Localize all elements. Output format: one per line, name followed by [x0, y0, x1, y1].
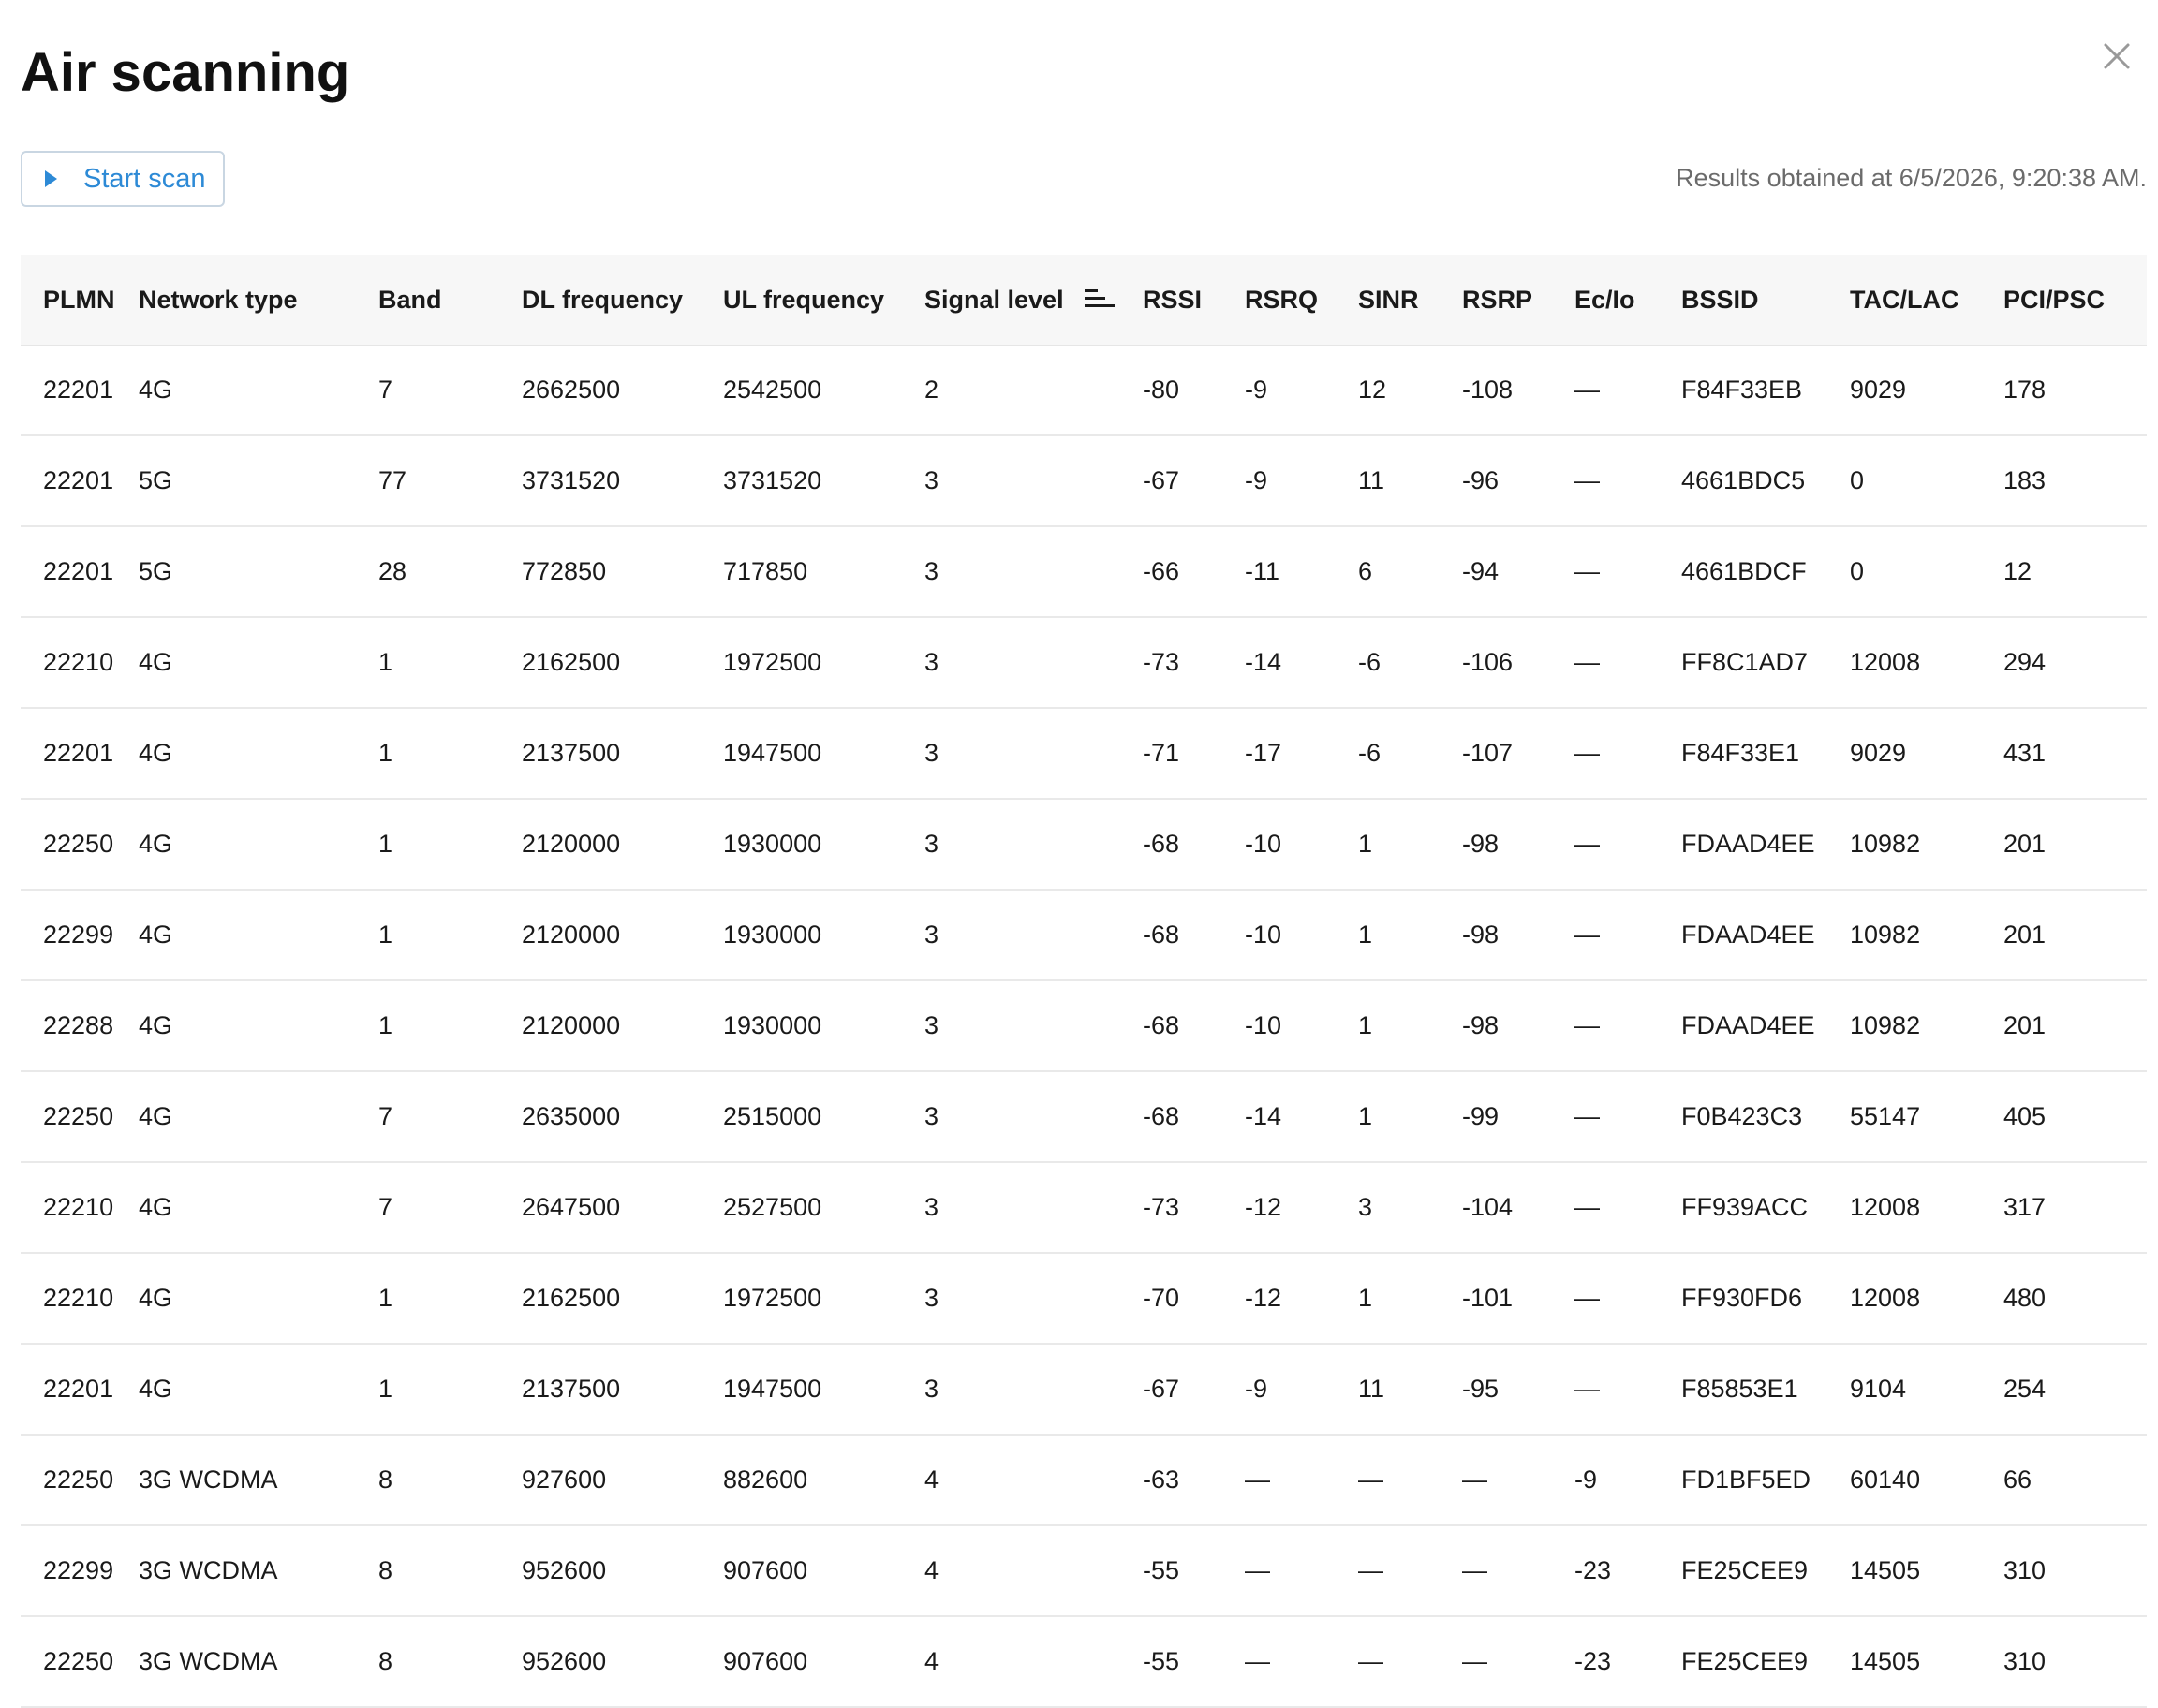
cell-plmn: 22210 [21, 1162, 116, 1253]
cell-signal-level: 3 [902, 526, 1120, 617]
cell-ec-io: -23 [1552, 1616, 1659, 1707]
cell-rsrq: — [1222, 1616, 1336, 1707]
column-header-rsrp[interactable]: RSRP [1440, 255, 1552, 346]
cell-band: 28 [356, 526, 499, 617]
cell-dl-frequency: 2120000 [499, 799, 701, 890]
cell-tac-lac: 12008 [1827, 1162, 1981, 1253]
cell-signal-level: 3 [902, 799, 1120, 890]
cell-bssid: FE25CEE9 [1659, 1616, 1827, 1707]
cell-bssid: 4661BDCF [1659, 526, 1827, 617]
cell-ul-frequency: 717850 [701, 526, 902, 617]
cell-signal-level: 3 [902, 980, 1120, 1071]
cell-signal-level: 3 [902, 1253, 1120, 1344]
cell-pci-psc: 201 [1981, 799, 2147, 890]
cell-tac-lac: 10982 [1827, 799, 1981, 890]
cell-ul-frequency: 1972500 [701, 1253, 902, 1344]
cell-dl-frequency: 2162500 [499, 1253, 701, 1344]
cell-rssi: -68 [1120, 890, 1222, 980]
cell-rssi: -67 [1120, 1344, 1222, 1435]
column-header-dl-frequency[interactable]: DL frequency [499, 255, 701, 346]
table-row[interactable] [21, 1616, 2147, 1707]
cell-rsrq: -17 [1222, 708, 1336, 799]
cell-ec-io: — [1552, 435, 1659, 526]
cell-plmn: 22299 [21, 1525, 116, 1616]
cell-tac-lac: 55147 [1827, 1071, 1981, 1162]
column-header-sinr[interactable]: SINR [1336, 255, 1440, 346]
cell-pci-psc: 254 [1981, 1344, 2147, 1435]
cell-bssid: 4661BDC5 [1659, 435, 1827, 526]
cell-rsrp: -101 [1440, 1253, 1552, 1344]
cell-rsrq: -9 [1222, 1344, 1336, 1435]
cell-sinr: 11 [1336, 1344, 1440, 1435]
cell-tac-lac: 9104 [1827, 1344, 1981, 1435]
cell-band: 7 [356, 346, 499, 436]
cell-plmn: 22250 [21, 1435, 116, 1525]
cell-dl-frequency: 952600 [499, 1616, 701, 1707]
cell-sinr: -6 [1336, 617, 1440, 708]
cell-network-type: 4G [116, 799, 356, 890]
cell-bssid: F84F33E1 [1659, 708, 1827, 799]
cell-network-type: 3G WCDMA [116, 1616, 356, 1707]
cell-sinr: -6 [1336, 708, 1440, 799]
column-header-ul-frequency[interactable]: UL frequency [701, 255, 902, 346]
cell-band: 1 [356, 980, 499, 1071]
cell-rssi: -80 [1120, 346, 1222, 436]
cell-ul-frequency: 1930000 [701, 890, 902, 980]
cell-sinr: — [1336, 1525, 1440, 1616]
table-row[interactable] [21, 980, 2147, 1071]
cell-tac-lac: 14505 [1827, 1525, 1981, 1616]
cell-dl-frequency: 952600 [499, 1525, 701, 1616]
cell-band: 1 [356, 799, 499, 890]
cell-rsrq: — [1222, 1435, 1336, 1525]
toolbar [21, 151, 2147, 209]
cell-dl-frequency: 2137500 [499, 1344, 701, 1435]
cell-tac-lac: 12008 [1827, 1253, 1981, 1344]
cell-rssi: -55 [1120, 1525, 1222, 1616]
column-header-plmn[interactable]: PLMN [21, 255, 116, 346]
table-row[interactable] [21, 1071, 2147, 1162]
cell-signal-level: 4 [902, 1616, 1120, 1707]
table-row[interactable] [21, 1525, 2147, 1616]
cell-pci-psc: 317 [1981, 1162, 2147, 1253]
cell-ec-io: — [1552, 1162, 1659, 1253]
cell-rsrq: -14 [1222, 617, 1336, 708]
cell-network-type: 4G [116, 1344, 356, 1435]
cell-ul-frequency: 907600 [701, 1525, 902, 1616]
cell-pci-psc: 183 [1981, 435, 2147, 526]
cell-network-type: 4G [116, 1253, 356, 1344]
cell-band: 1 [356, 617, 499, 708]
cell-bssid: FDAAD4EE [1659, 980, 1827, 1071]
cell-rsrq: -10 [1222, 890, 1336, 980]
cell-sinr: 1 [1336, 890, 1440, 980]
column-header-ec-io[interactable]: Ec/Io [1552, 255, 1659, 346]
cell-rsrq: -12 [1222, 1253, 1336, 1344]
cell-rsrp: -98 [1440, 980, 1552, 1071]
cell-band: 7 [356, 1162, 499, 1253]
cell-rsrq: -10 [1222, 799, 1336, 890]
cell-ec-io: — [1552, 1253, 1659, 1344]
cell-network-type: 3G WCDMA [116, 1525, 356, 1616]
cell-ul-frequency: 1930000 [701, 799, 902, 890]
cell-network-type: 4G [116, 617, 356, 708]
cell-signal-level: 2 [902, 346, 1120, 436]
cell-rsrq: -10 [1222, 980, 1336, 1071]
cell-sinr: 1 [1336, 1253, 1440, 1344]
table-row[interactable] [21, 799, 2147, 890]
cell-signal-level: 3 [902, 617, 1120, 708]
cell-network-type: 4G [116, 890, 356, 980]
cell-sinr: 1 [1336, 1071, 1440, 1162]
column-header-signal-level[interactable] [902, 255, 1120, 346]
cell-ul-frequency: 907600 [701, 1616, 902, 1707]
dialog-title: Air scanning [21, 42, 350, 103]
table-row[interactable] [21, 708, 2147, 799]
table-row[interactable] [21, 1253, 2147, 1344]
cell-dl-frequency: 927600 [499, 1435, 701, 1525]
cell-signal-level: 3 [902, 1162, 1120, 1253]
cell-ul-frequency: 1972500 [701, 617, 902, 708]
cell-rsrp: — [1440, 1525, 1552, 1616]
close-button[interactable] [2098, 37, 2136, 75]
cell-plmn: 22288 [21, 980, 116, 1071]
cell-bssid: FF930FD6 [1659, 1253, 1827, 1344]
cell-dl-frequency: 2662500 [499, 346, 701, 436]
cell-pci-psc: 431 [1981, 708, 2147, 799]
table-row[interactable] [21, 890, 2147, 980]
cell-rssi: -71 [1120, 708, 1222, 799]
cell-rsrp: -108 [1440, 346, 1552, 436]
cell-tac-lac: 10982 [1827, 890, 1981, 980]
cell-rsrq: -9 [1222, 346, 1336, 436]
cell-dl-frequency: 2162500 [499, 617, 701, 708]
cell-bssid: F84F33EB [1659, 346, 1827, 436]
cell-sinr: 1 [1336, 980, 1440, 1071]
cell-band: 1 [356, 1344, 499, 1435]
cell-ul-frequency: 2542500 [701, 346, 902, 436]
cell-rsrq: — [1222, 1525, 1336, 1616]
cell-plmn: 22250 [21, 1616, 116, 1707]
cell-ul-frequency: 1947500 [701, 708, 902, 799]
cell-dl-frequency: 2120000 [499, 890, 701, 980]
results-timestamp: Results obtained at 6/5/2026, 9:20:38 AM. [1676, 164, 2147, 192]
cell-signal-level: 3 [902, 708, 1120, 799]
cell-rsrp: -96 [1440, 435, 1552, 526]
cell-ec-io: — [1552, 526, 1659, 617]
cell-dl-frequency: 3731520 [499, 435, 701, 526]
scan-results-table [21, 255, 2147, 1708]
cell-rsrp: -95 [1440, 1344, 1552, 1435]
cell-pci-psc: 178 [1981, 346, 2147, 436]
cell-network-type: 4G [116, 980, 356, 1071]
cell-pci-psc: 294 [1981, 617, 2147, 708]
cell-tac-lac: 9029 [1827, 708, 1981, 799]
cell-bssid: F0B423C3 [1659, 1071, 1827, 1162]
table-row[interactable] [21, 346, 2147, 436]
cell-band: 8 [356, 1616, 499, 1707]
cell-sinr: 11 [1336, 435, 1440, 526]
cell-bssid: FE25CEE9 [1659, 1525, 1827, 1616]
column-header-bssid[interactable]: BSSID [1659, 255, 1827, 346]
cell-rssi: -68 [1120, 1071, 1222, 1162]
cell-tac-lac: 9029 [1827, 346, 1981, 436]
cell-tac-lac: 10982 [1827, 980, 1981, 1071]
cell-rsrq: -11 [1222, 526, 1336, 617]
cell-rsrp: -99 [1440, 1071, 1552, 1162]
table-row[interactable] [21, 617, 2147, 708]
cell-network-type: 5G [116, 526, 356, 617]
cell-rssi: -68 [1120, 799, 1222, 890]
cell-plmn: 22250 [21, 1071, 116, 1162]
cell-tac-lac: 14505 [1827, 1616, 1981, 1707]
cell-rssi: -70 [1120, 1253, 1222, 1344]
cell-signal-level: 3 [902, 435, 1120, 526]
cell-rsrp: -104 [1440, 1162, 1552, 1253]
cell-ec-io: — [1552, 708, 1659, 799]
cell-tac-lac: 12008 [1827, 617, 1981, 708]
cell-band: 1 [356, 708, 499, 799]
cell-rsrq: -14 [1222, 1071, 1336, 1162]
cell-bssid: FDAAD4EE [1659, 890, 1827, 980]
cell-band: 8 [356, 1525, 499, 1616]
cell-rssi: -68 [1120, 980, 1222, 1071]
column-header-band[interactable]: Band [356, 255, 499, 346]
cell-band: 77 [356, 435, 499, 526]
close-icon [2098, 37, 2136, 75]
cell-band: 8 [356, 1435, 499, 1525]
cell-rsrq: -9 [1222, 435, 1336, 526]
cell-rssi: -73 [1120, 1162, 1222, 1253]
start-scan-button[interactable] [21, 151, 225, 207]
column-header-network-type[interactable]: Network type [116, 255, 356, 346]
column-header-rsrq[interactable]: RSRQ [1222, 255, 1336, 346]
cell-sinr: — [1336, 1435, 1440, 1525]
cell-network-type: 4G [116, 346, 356, 436]
cell-ec-io: — [1552, 980, 1659, 1071]
table-row[interactable] [21, 435, 2147, 526]
cell-signal-level: 3 [902, 1344, 1120, 1435]
cell-signal-level: 3 [902, 890, 1120, 980]
cell-tac-lac: 60140 [1827, 1435, 1981, 1525]
cell-network-type: 4G [116, 1071, 356, 1162]
cell-rsrq: -12 [1222, 1162, 1336, 1253]
cell-band: 1 [356, 1253, 499, 1344]
cell-bssid: FD1BF5ED [1659, 1435, 1827, 1525]
cell-rsrp: -98 [1440, 799, 1552, 890]
cell-rssi: -63 [1120, 1435, 1222, 1525]
cell-signal-level: 4 [902, 1435, 1120, 1525]
column-header-tac-lac[interactable]: TAC/LAC [1827, 255, 1981, 346]
cell-plmn: 22201 [21, 526, 116, 617]
column-header-pci-psc[interactable]: PCI/PSC [1981, 255, 2147, 346]
cell-plmn: 22201 [21, 1344, 116, 1435]
cell-dl-frequency: 772850 [499, 526, 701, 617]
table-header-row [21, 255, 2147, 346]
cell-tac-lac: 0 [1827, 435, 1981, 526]
cell-plmn: 22201 [21, 708, 116, 799]
cell-sinr: 6 [1336, 526, 1440, 617]
cell-plmn: 22201 [21, 435, 116, 526]
cell-ul-frequency: 1930000 [701, 980, 902, 1071]
cell-rsrp: -107 [1440, 708, 1552, 799]
cell-network-type: 5G [116, 435, 356, 526]
cell-ec-io: — [1552, 346, 1659, 436]
cell-sinr: 1 [1336, 799, 1440, 890]
cell-rsrp: -106 [1440, 617, 1552, 708]
cell-bssid: FDAAD4EE [1659, 799, 1827, 890]
cell-rssi: -67 [1120, 435, 1222, 526]
cell-ul-frequency: 3731520 [701, 435, 902, 526]
play-icon [45, 170, 57, 187]
cell-rsrp: — [1440, 1435, 1552, 1525]
cell-ec-io: — [1552, 799, 1659, 890]
cell-pci-psc: 201 [1981, 980, 2147, 1071]
cell-ul-frequency: 2515000 [701, 1071, 902, 1162]
cell-pci-psc: 480 [1981, 1253, 2147, 1344]
table-row[interactable] [21, 526, 2147, 617]
cell-plmn: 22250 [21, 799, 116, 890]
cell-plmn: 22210 [21, 617, 116, 708]
cell-network-type: 3G WCDMA [116, 1435, 356, 1525]
cell-sinr: 3 [1336, 1162, 1440, 1253]
cell-pci-psc: 310 [1981, 1525, 2147, 1616]
cell-plmn: 22201 [21, 346, 116, 436]
cell-dl-frequency: 2635000 [499, 1071, 701, 1162]
cell-rsrp: -94 [1440, 526, 1552, 617]
signal-level-header-label: Signal level [924, 285, 1064, 314]
table-row[interactable] [21, 1435, 2147, 1525]
cell-sinr: 12 [1336, 346, 1440, 436]
cell-ec-io: — [1552, 890, 1659, 980]
cell-dl-frequency: 2647500 [499, 1162, 701, 1253]
cell-pci-psc: 405 [1981, 1071, 2147, 1162]
sort-descending-icon[interactable] [1085, 287, 1115, 310]
cell-dl-frequency: 2137500 [499, 708, 701, 799]
cell-bssid: FF939ACC [1659, 1162, 1827, 1253]
cell-rssi: -73 [1120, 617, 1222, 708]
cell-ec-io: -9 [1552, 1435, 1659, 1525]
cell-rssi: -55 [1120, 1616, 1222, 1707]
cell-pci-psc: 310 [1981, 1616, 2147, 1707]
cell-ul-frequency: 1947500 [701, 1344, 902, 1435]
cell-rssi: -66 [1120, 526, 1222, 617]
cell-ul-frequency: 2527500 [701, 1162, 902, 1253]
cell-rsrp: — [1440, 1616, 1552, 1707]
table-row[interactable] [21, 1162, 2147, 1253]
cell-signal-level: 4 [902, 1525, 1120, 1616]
cell-network-type: 4G [116, 708, 356, 799]
cell-rsrp: -98 [1440, 890, 1552, 980]
cell-band: 1 [356, 890, 499, 980]
cell-signal-level: 3 [902, 1071, 1120, 1162]
cell-dl-frequency: 2120000 [499, 980, 701, 1071]
cell-plmn: 22210 [21, 1253, 116, 1344]
cell-ec-io: — [1552, 1071, 1659, 1162]
start-scan-label: Start scan [83, 164, 206, 194]
cell-plmn: 22299 [21, 890, 116, 980]
cell-ul-frequency: 882600 [701, 1435, 902, 1525]
cell-bssid: F85853E1 [1659, 1344, 1827, 1435]
cell-pci-psc: 201 [1981, 890, 2147, 980]
cell-pci-psc: 12 [1981, 526, 2147, 617]
cell-ec-io: — [1552, 1344, 1659, 1435]
cell-band: 7 [356, 1071, 499, 1162]
cell-tac-lac: 0 [1827, 526, 1981, 617]
table-body [21, 346, 2147, 1708]
cell-ec-io: — [1552, 617, 1659, 708]
column-header-rssi[interactable]: RSSI [1120, 255, 1222, 346]
cell-bssid: FF8C1AD7 [1659, 617, 1827, 708]
cell-ec-io: -23 [1552, 1525, 1659, 1616]
cell-sinr: — [1336, 1616, 1440, 1707]
table-row[interactable] [21, 1344, 2147, 1435]
cell-network-type: 4G [116, 1162, 356, 1253]
cell-pci-psc: 66 [1981, 1435, 2147, 1525]
